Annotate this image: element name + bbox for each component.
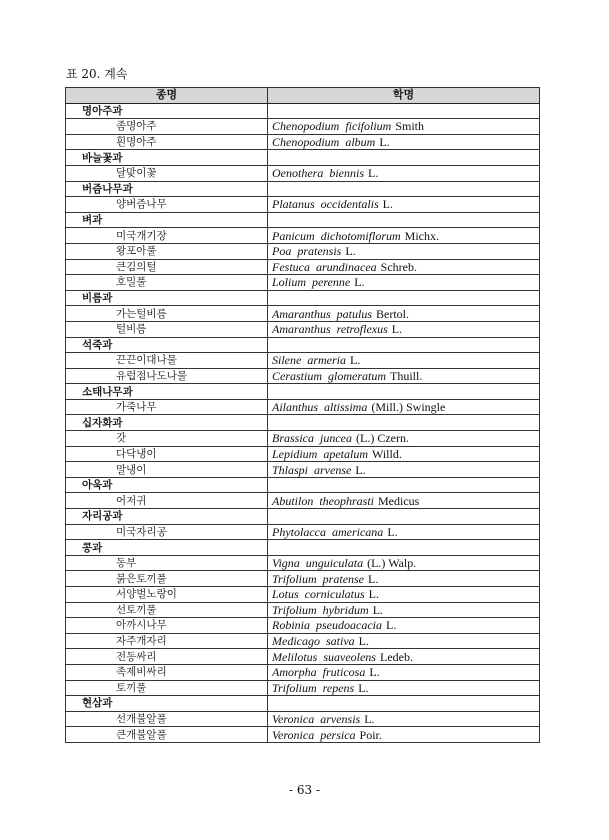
species-row [66, 571, 540, 587]
scientific-name: Trifolium pratense [272, 571, 365, 586]
family-name: 자리공과 [66, 509, 268, 525]
scientific-name: Festuca arundinacea [272, 259, 377, 274]
species-row [66, 633, 540, 649]
scientific-name: Platanus occidentalis [272, 197, 379, 212]
family-name: 현삼과 [66, 696, 268, 712]
korean-name: 선토끼풀 [66, 602, 268, 618]
scientific-name: Robinia pseudoacacia [272, 618, 382, 633]
korean-name: 미국개기장 [66, 228, 268, 244]
korean-name: 유럽점나도나물 [66, 368, 268, 384]
family-name: 벼과 [66, 212, 268, 228]
scientific-name-cell [268, 633, 540, 649]
scientific-name: Amaranthus patulus [272, 306, 373, 321]
korean-name: 털비름 [66, 321, 268, 337]
family-name: 십자화과 [66, 415, 268, 431]
scientific-name-cell [268, 587, 540, 603]
species-row [66, 134, 540, 150]
author: (Mill.) Swingle [371, 400, 446, 415]
species-row [66, 243, 540, 259]
scientific-name: Trifolium repens [272, 680, 355, 695]
scientific-name: Thlaspi arvense [272, 462, 352, 477]
korean-name: 말냉이 [66, 462, 268, 478]
scientific-name: Poa pratensis [272, 244, 342, 259]
species-row [66, 462, 540, 478]
scientific-name-cell [268, 602, 540, 618]
scientific-name-cell [268, 368, 540, 384]
scientific-name-cell [268, 228, 540, 244]
korean-name: 미국자리공 [66, 524, 268, 540]
species-row [66, 680, 540, 696]
author: L. [345, 244, 356, 259]
species-row [66, 197, 540, 213]
scientific-name-cell [268, 462, 540, 478]
species-row [66, 618, 540, 634]
header-scientific-name: 학명 [268, 88, 540, 104]
scientific-name-cell [268, 134, 540, 150]
scientific-name: Abutilon theophrasti [272, 493, 374, 508]
scientific-name-cell [268, 680, 540, 696]
scientific-name: Chenopodium ficifolium [272, 119, 392, 134]
korean-name: 다닥냉이 [66, 446, 268, 462]
family-name: 소태나무과 [66, 384, 268, 400]
korean-name: 붉은토끼풀 [66, 571, 268, 587]
header-korean-name: 종명 [66, 88, 268, 104]
scientific-name: Amaranthus retroflexus [272, 322, 388, 337]
korean-name: 흰명아주 [66, 134, 268, 150]
scientific-name-cell [268, 540, 540, 556]
scientific-name-cell [268, 431, 540, 447]
korean-name: 큰개불알풀 [66, 727, 268, 743]
korean-name: 양버즘나무 [66, 197, 268, 213]
scientific-name: Silene armeria [272, 353, 346, 368]
family-name: 비름과 [66, 290, 268, 306]
family-row [66, 540, 540, 556]
family-row [66, 290, 540, 306]
author: L. [368, 587, 380, 602]
scientific-name-cell [268, 181, 540, 197]
scientific-name-cell [268, 696, 540, 712]
species-row [66, 555, 540, 571]
family-row [66, 696, 540, 712]
species-row [66, 353, 540, 369]
species-row [66, 228, 540, 244]
korean-name: 호밀풀 [66, 275, 268, 291]
korean-name: 서양벌노랑이 [66, 587, 268, 603]
korean-name: 가는털비름 [66, 306, 268, 322]
scientific-name: Phytolacca americana [272, 524, 384, 539]
korean-name: 선개불알풀 [66, 711, 268, 727]
korean-name: 좀명아주 [66, 119, 268, 135]
scientific-name: Panicum dichotomiflorum [272, 228, 401, 243]
family-row [66, 212, 540, 228]
family-name: 아욱과 [66, 477, 268, 493]
species-row [66, 493, 540, 509]
author: L. [385, 618, 397, 633]
scientific-name-cell [268, 290, 540, 306]
scientific-name: Melilotus suaveolens [272, 649, 376, 664]
author: L. [358, 634, 369, 649]
author: Michx. [404, 228, 439, 243]
species-row [66, 664, 540, 680]
species-row [66, 321, 540, 337]
scientific-name-cell [268, 618, 540, 634]
family-row [66, 337, 540, 353]
scientific-name-cell [268, 649, 540, 665]
author: Ledeb. [379, 649, 413, 664]
author: Smith [395, 119, 425, 134]
korean-name: 토끼풀 [66, 680, 268, 696]
author: L. [350, 353, 361, 368]
family-row [66, 415, 540, 431]
scientific-name: Veronica persica [272, 727, 356, 742]
author: L. [382, 197, 393, 212]
family-name: 명아주과 [66, 103, 268, 119]
author: L. [391, 322, 403, 337]
scientific-name: Cerastium glomeratum [272, 368, 386, 383]
author: L. [368, 571, 379, 586]
scientific-name-cell [268, 119, 540, 135]
author: L. [372, 602, 384, 617]
scientific-name-cell [268, 337, 540, 353]
species-row [66, 649, 540, 665]
scientific-name: Medicago sativa [272, 634, 355, 649]
scientific-name-cell [268, 711, 540, 727]
scientific-name-cell [268, 477, 540, 493]
author: L. [387, 524, 398, 539]
scientific-name: Ailanthus altissima [272, 400, 368, 415]
author: Willd. [372, 446, 402, 461]
korean-name: 족제비싸리 [66, 664, 268, 680]
author: L. [355, 462, 366, 477]
scientific-name-cell [268, 243, 540, 259]
author: Schreb. [380, 259, 417, 274]
scientific-name: Lotus corniculatus [272, 587, 365, 602]
scientific-name-cell [268, 384, 540, 400]
author: (L.) Walp. [367, 556, 417, 571]
scientific-name-cell [268, 664, 540, 680]
author: L. [368, 166, 379, 181]
family-name: 석죽과 [66, 337, 268, 353]
species-row [66, 431, 540, 447]
scientific-name-cell [268, 353, 540, 369]
species-row [66, 368, 540, 384]
scientific-name-cell [268, 399, 540, 415]
scientific-name: Oenothera biennis [272, 166, 364, 181]
family-row [66, 509, 540, 525]
table-caption: 표 20. 계속 [66, 67, 128, 81]
author: Thuill. [390, 368, 423, 383]
korean-name: 왕포아풀 [66, 243, 268, 259]
author: Poir. [359, 727, 382, 742]
scientific-name-cell [268, 446, 540, 462]
scientific-name-cell [268, 727, 540, 743]
species-table [65, 87, 540, 743]
scientific-name-cell [268, 165, 540, 181]
family-row [66, 150, 540, 166]
page-number: - 63 - [288, 783, 320, 797]
scientific-name-cell [268, 103, 540, 119]
scientific-name-cell [268, 212, 540, 228]
korean-name: 가죽나무 [66, 399, 268, 415]
species-row [66, 446, 540, 462]
species-row [66, 399, 540, 415]
family-row [66, 181, 540, 197]
species-row [66, 275, 540, 291]
author: L. [354, 275, 365, 290]
author: L. [379, 135, 390, 150]
korean-name: 끈끈이대나물 [66, 353, 268, 369]
scientific-name-cell [268, 493, 540, 509]
korean-name: 동부 [66, 555, 268, 571]
scientific-name: Brassica juncea [272, 431, 352, 446]
scientific-name-cell [268, 555, 540, 571]
species-row [66, 259, 540, 275]
scientific-name-cell [268, 197, 540, 213]
family-name: 버즘나무과 [66, 181, 268, 197]
scientific-name-cell [268, 509, 540, 525]
species-row [66, 727, 540, 743]
korean-name: 갓 [66, 431, 268, 447]
scientific-name: Lepidium apetalum [272, 446, 368, 461]
scientific-name-cell [268, 321, 540, 337]
korean-name: 달맞이꽃 [66, 165, 268, 181]
korean-name: 아까시나무 [66, 618, 268, 634]
table-body [66, 103, 540, 742]
species-row [66, 587, 540, 603]
korean-name: 자주개자리 [66, 633, 268, 649]
species-row [66, 119, 540, 135]
korean-name: 어저귀 [66, 493, 268, 509]
korean-name: 큰김의털 [66, 259, 268, 275]
author: (L.) Czern. [356, 431, 409, 446]
family-name: 바늘꽃과 [66, 150, 268, 166]
family-name: 콩과 [66, 540, 268, 556]
species-row [66, 602, 540, 618]
scientific-name: Veronica arvensis [272, 712, 361, 727]
scientific-name-cell [268, 415, 540, 431]
family-row [66, 477, 540, 493]
scientific-name-cell [268, 150, 540, 166]
scientific-name-cell [268, 571, 540, 587]
author: Medicus [378, 493, 420, 508]
scientific-name: Lolium perenne [272, 275, 351, 290]
scientific-name-cell [268, 275, 540, 291]
species-row [66, 165, 540, 181]
scientific-name: Vigna unguiculata [272, 556, 364, 571]
scientific-name: Chenopodium album [272, 135, 376, 150]
scientific-name-cell [268, 259, 540, 275]
author: L. [364, 712, 375, 727]
species-row [66, 306, 540, 322]
scientific-name: Amorpha fruticosa [272, 665, 366, 680]
scientific-name-cell [268, 524, 540, 540]
family-row [66, 103, 540, 119]
species-row [66, 524, 540, 540]
family-row [66, 384, 540, 400]
author: Bertol. [376, 306, 410, 321]
species-row [66, 711, 540, 727]
author: L. [369, 665, 380, 680]
scientific-name-cell [268, 306, 540, 322]
table-header-row [66, 88, 540, 104]
korean-name: 전동싸리 [66, 649, 268, 665]
scientific-name: Trifolium hybridum [272, 602, 369, 617]
author: L. [358, 680, 369, 695]
